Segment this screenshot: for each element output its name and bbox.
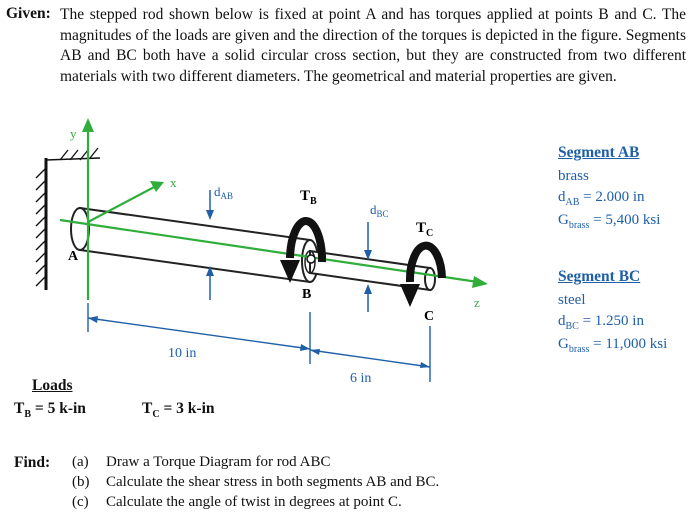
point-b-label: B <box>302 287 312 302</box>
dimension-bc-label: 6 in <box>350 371 372 386</box>
segment-ab-title: Segment AB <box>558 144 640 161</box>
find-label: Find: <box>14 454 51 471</box>
loads-title: Loads <box>32 377 73 394</box>
segment-bc-material: steel <box>558 292 586 308</box>
x-axis-label: x <box>170 175 177 190</box>
diameter-bc-label: $d_{BC}$ <box>370 202 389 219</box>
diameter-ab-label: $d_{AB}$ <box>214 184 234 201</box>
segment-ab-material: brass <box>558 168 589 184</box>
z-axis-label: z <box>474 295 480 310</box>
segment-bc-diameter: $d_{BC} = 1.250$ in <box>558 313 644 332</box>
segment-bc-modulus: $G_{brass} = 11,000$ ksi <box>558 336 668 355</box>
find-item-b: (b) Calculate the shear stress in both segments AB and BC. <box>72 474 440 490</box>
segment-ab-diameter: $d_{AB} = 2.000$ in <box>558 189 645 208</box>
segment-ab-modulus: $G_{brass} = 5,400$ ksi <box>558 212 661 231</box>
load-tb: $T_B = 5$ k-in <box>14 400 86 421</box>
given-text: The stepped rod shown below is fixed at point A and has torques applied at points B and C. The magnitudes of the loads are given and the direction of the torques is depicted in the figure. Segments AB and BC both have a solid circular cross section, but they are constructed from two different materials with two different diameters. The geometrical and material properties are given. <box>60 6 686 85</box>
segment-bc-panel <box>558 268 667 355</box>
dimension-ab-label: 10 in <box>168 346 197 361</box>
load-tc: $T_C = 3$ k-in <box>142 400 215 421</box>
find-item-c: (c) Calculate the angle of twist in degrees at point C. <box>72 494 402 510</box>
y-axis-label: y <box>70 126 77 141</box>
torque-b-label: $T_B$ <box>300 188 317 207</box>
dimension-ab <box>88 303 310 364</box>
point-a-label: A <box>68 249 79 264</box>
point-c-label: C <box>424 309 435 324</box>
given-label: Given: <box>6 5 51 22</box>
segment-ab-panel <box>558 144 660 231</box>
rod-segment-ab <box>71 208 318 282</box>
torque-c-label: $T_C$ <box>416 220 434 239</box>
segment-bc-title: Segment BC <box>558 268 641 285</box>
find-item-a: (a) Draw a Torque Diagram for rod ABC <box>72 454 331 470</box>
